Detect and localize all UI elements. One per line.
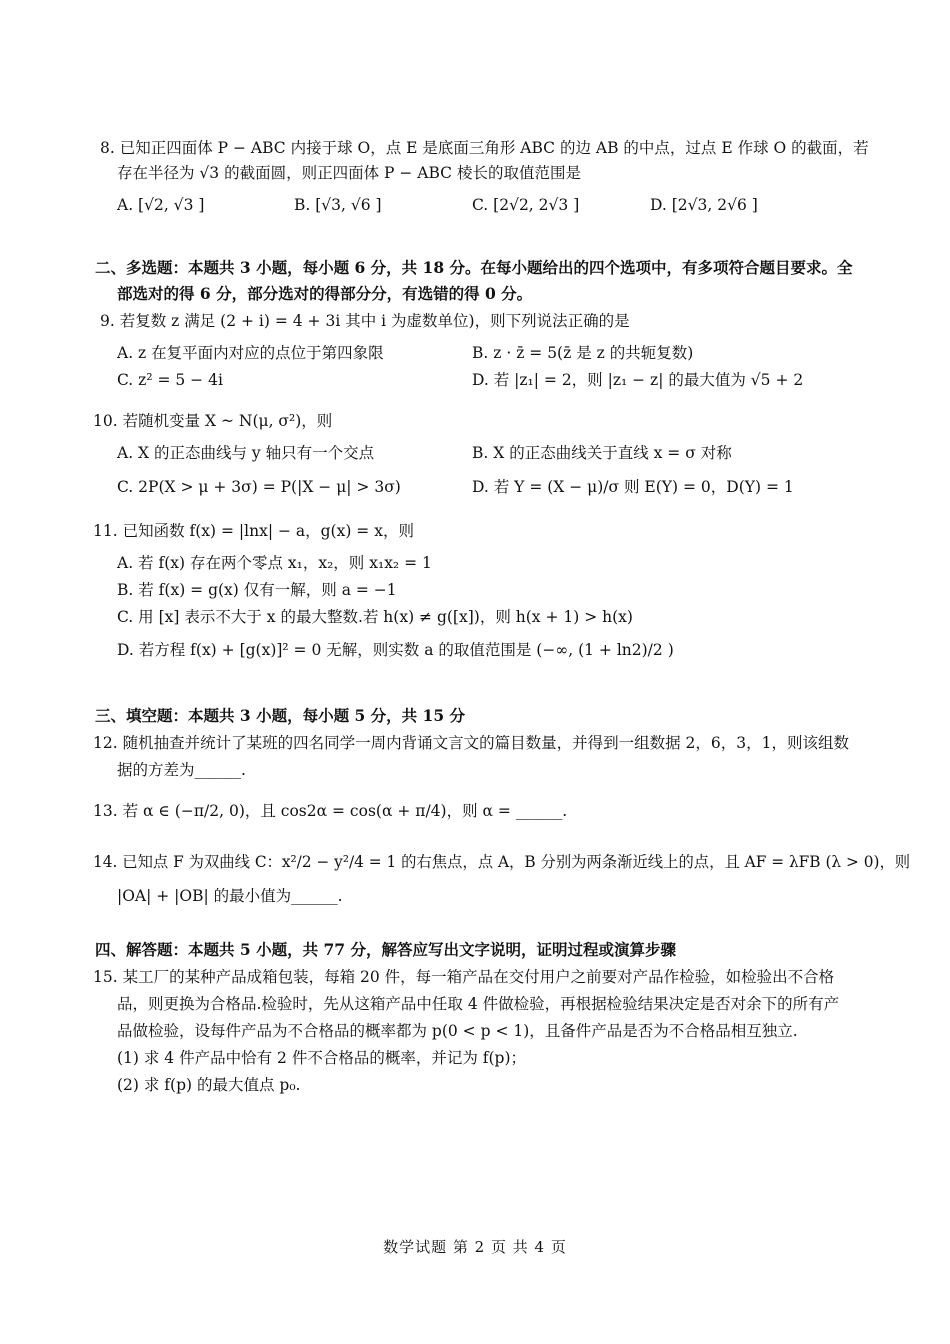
q13-line1: 13. 若 α ∈ (−π/2, 0)，且 cos2α = cos(α + π/4)，则 α = ______. [93, 802, 568, 820]
q8-line1: 8. 已知正四面体 P − ABC 内接于球 O，点 E 是底面三角形 ABC 的边 AB 的中点，过点 E 作球 O 的截面，若 [100, 139, 869, 157]
q9-option-a: A. z 在复平面内对应的点位于第四象限 [117, 344, 384, 362]
q15-line2: 品，则更换为合格品.检验时，先从这箱产品中任取 4 件做检验，再根据检验结果决定是否对余下的所有产 [117, 995, 840, 1013]
q9-option-c: C. z² = 5 − 4i [117, 371, 223, 389]
q9-option-d: D. 若 |z₁| = 2，则 |z₁ − z| 的最大值为 √5 + 2 [472, 371, 804, 389]
q9-option-b: B. z · z̄ = 5(z̄ 是 z 的共轭复数) [472, 344, 694, 362]
q8-option-c: C. [2√2, 2√3 ] [472, 196, 580, 214]
q11-option-a: A. 若 f(x) 存在两个零点 x₁，x₂，则 x₁x₂ = 1 [117, 554, 432, 572]
q8-option-d: D. [2√3, 2√6 ] [650, 196, 758, 214]
q10-stem: 10. 若随机变量 X ~ N(μ, σ²)，则 [93, 412, 333, 430]
q15-line1: 15. 某工厂的某种产品成箱包装，每箱 20 件，每一箱产品在交付用户之前要对产品作检验，如检验出不合格 [93, 968, 835, 986]
q15-part2: (2) 求 f(p) 的最大值点 p₀. [117, 1076, 301, 1094]
q8-option-b: B. [√3, √6 ] [294, 196, 382, 214]
q14-line2: |OA| + |OB| 的最小值为______. [117, 887, 343, 905]
q10-option-c: C. 2P(X > μ + 3σ) = P(|X − μ| > 3σ) [117, 478, 401, 496]
q11-stem: 11. 已知函数 f(x) = |lnx| − a，g(x) = x，则 [93, 522, 414, 540]
q9-stem: 9. 若复数 z 满足 (2 + i) = 4 + 3i 其中 i 为虚数单位)，则下列说法正确的是 [100, 312, 630, 330]
section2-heading-line1: 二、多选题：本题共 3 小题，每小题 6 分，共 18 分。在每小题给出的四个选项中，有多项符合题目要求。全 [95, 258, 853, 277]
q11-option-d: D. 若方程 f(x) + [g(x)]² = 0 无解，则实数 a 的取值范围是 (−∞, (1 + ln2)/2 ) [117, 641, 674, 659]
q10-option-b: B. X 的正态曲线关于直线 x = σ 对称 [472, 444, 732, 462]
q15-line3: 品做检验，设每件产品为不合格品的概率都为 p(0 < p < 1)，且备件产品是否为不合格品相互独立. [117, 1022, 798, 1040]
q8-option-a: A. [√2, √3 ] [117, 196, 205, 214]
q11-option-c: C. 用 [x] 表示不大于 x 的最大整数.若 h(x) ≠ g([x])，则 h(x + 1) > h(x) [117, 608, 633, 626]
q15-part1: (1) 求 4 件产品中恰有 2 件不合格品的概率，并记为 f(p)； [117, 1049, 526, 1067]
q12-line1: 12. 随机抽查并统计了某班的四名同学一周内背诵文言文的篇目数量，并得到一组数据 2，6，3，1，则该组数 [93, 734, 849, 752]
section3-heading: 三、填空题：本题共 3 小题，每小题 5 分，共 15 分 [95, 706, 466, 725]
q14-line1: 14. 已知点 F 为双曲线 C：x²/2 − y²/4 = 1 的右焦点，点 A，B 分别为两条渐近线上的点，且 AF = λFB (λ > 0)，则 [93, 853, 911, 871]
q11-option-b: B. 若 f(x) = g(x) 仅有一解，则 a = −1 [117, 581, 397, 599]
page-footer: 数学试题 第 2 页 共 4 页 [383, 1238, 567, 1256]
section4-heading: 四、解答题：本题共 5 小题，共 77 分，解答应写出文字说明，证明过程或演算步骤 [95, 940, 676, 959]
q10-option-a: A. X 的正态曲线与 y 轴只有一个交点 [117, 444, 375, 462]
q8-line2: 存在半径为 √3 的截面圆，则正四面体 P − ABC 棱长的取值范围是 [117, 164, 581, 182]
q10-option-d: D. 若 Y = (X − μ)/σ 则 E(Y) = 0，D(Y) = 1 [472, 478, 794, 496]
q12-line2: 据的方差为______. [117, 761, 246, 779]
section2-heading-line2: 部选对的得 6 分，部分选对的得部分分，有选错的得 0 分。 [117, 284, 533, 303]
